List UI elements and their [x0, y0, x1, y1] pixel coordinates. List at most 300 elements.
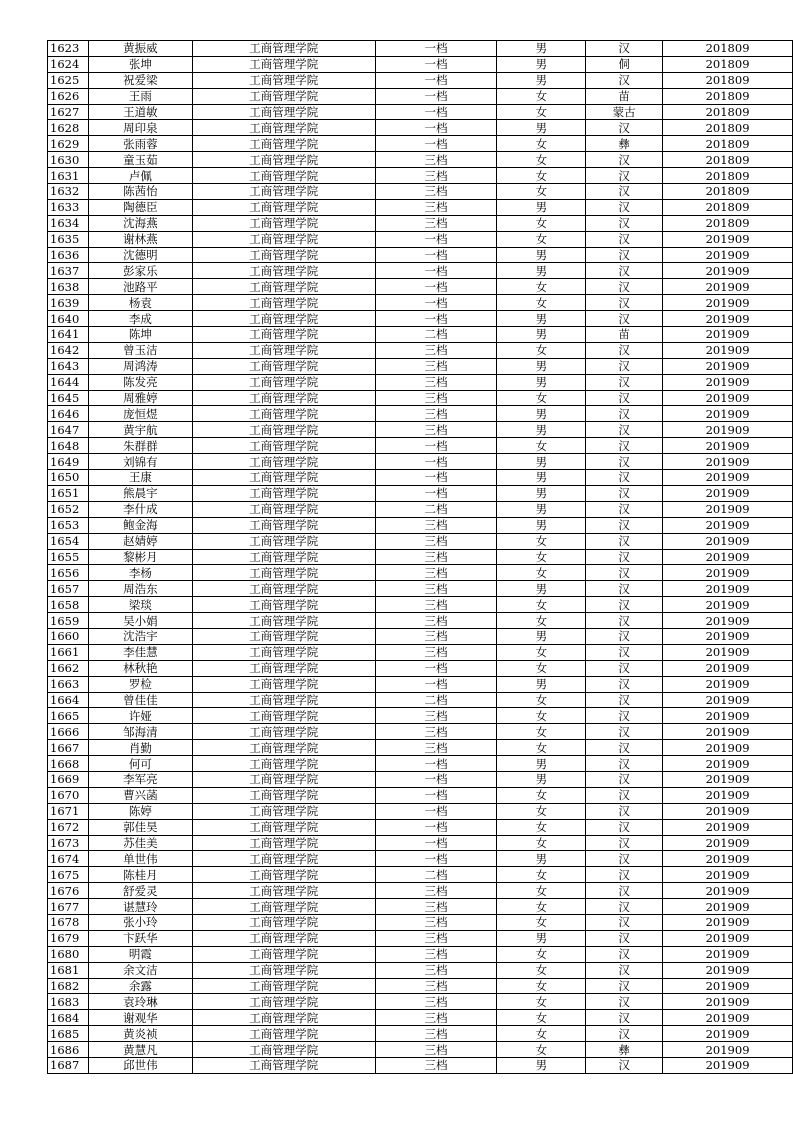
enrollment-cell: 201809: [663, 104, 793, 120]
ethnicity-cell: 汉: [586, 358, 663, 374]
enrollment-cell: 201909: [663, 708, 793, 724]
row-number-cell: 1638: [48, 279, 89, 295]
table-row: [48, 72, 793, 88]
college-cell: 工商管理学院: [192, 930, 375, 946]
grade-level-cell: 二档: [375, 327, 497, 343]
student-name-cell: 谌慧玲: [88, 899, 192, 915]
college-cell: 工商管理学院: [192, 819, 375, 835]
student-name-cell: 许娅: [88, 708, 192, 724]
student-name-cell: 张坤: [88, 56, 192, 72]
college-cell: 工商管理学院: [192, 533, 375, 549]
row-number-cell: 1666: [48, 724, 89, 740]
grade-level-cell: 三档: [375, 914, 497, 930]
college-cell: 工商管理学院: [192, 358, 375, 374]
gender-cell: 女: [497, 946, 586, 962]
grade-level-cell: 三档: [375, 613, 497, 629]
grade-level-cell: 三档: [375, 899, 497, 915]
row-number-cell: 1640: [48, 311, 89, 327]
gender-cell: 男: [497, 311, 586, 327]
college-cell: 工商管理学院: [192, 644, 375, 660]
table-row: [48, 438, 793, 454]
college-cell: 工商管理学院: [192, 708, 375, 724]
college-cell: 工商管理学院: [192, 962, 375, 978]
college-cell: 工商管理学院: [192, 899, 375, 915]
college-cell: 工商管理学院: [192, 851, 375, 867]
grade-level-cell: 一档: [375, 835, 497, 851]
enrollment-cell: 201809: [663, 88, 793, 104]
table-row: [48, 724, 793, 740]
college-cell: 工商管理学院: [192, 72, 375, 88]
enrollment-cell: 201909: [663, 771, 793, 787]
enrollment-cell: 201909: [663, 676, 793, 692]
college-cell: 工商管理学院: [192, 454, 375, 470]
student-name-cell: 陈发亮: [88, 374, 192, 390]
student-name-cell: 卢佩: [88, 168, 192, 184]
grade-level-cell: 一档: [375, 756, 497, 772]
gender-cell: 男: [497, 1058, 586, 1074]
ethnicity-cell: 汉: [586, 565, 663, 581]
row-number-cell: 1631: [48, 168, 89, 184]
enrollment-cell: 201909: [663, 374, 793, 390]
grade-level-cell: 一档: [375, 454, 497, 470]
ethnicity-cell: 汉: [586, 994, 663, 1010]
grade-level-cell: 一档: [375, 660, 497, 676]
enrollment-cell: 201909: [663, 390, 793, 406]
gender-cell: 男: [497, 41, 586, 57]
gender-cell: 男: [497, 676, 586, 692]
college-cell: 工商管理学院: [192, 136, 375, 152]
gender-cell: 女: [497, 724, 586, 740]
ethnicity-cell: 汉: [586, 152, 663, 168]
ethnicity-cell: 汉: [586, 930, 663, 946]
table-row: [48, 597, 793, 613]
ethnicity-cell: 汉: [586, 406, 663, 422]
college-cell: 工商管理学院: [192, 978, 375, 994]
ethnicity-cell: 汉: [586, 295, 663, 311]
row-number-cell: 1647: [48, 422, 89, 438]
student-name-cell: 邹海清: [88, 724, 192, 740]
college-cell: 工商管理学院: [192, 1010, 375, 1026]
enrollment-cell: 201909: [663, 485, 793, 501]
grade-level-cell: 一档: [375, 247, 497, 263]
ethnicity-cell: 苗: [586, 88, 663, 104]
college-cell: 工商管理学院: [192, 1042, 375, 1058]
grade-level-cell: 一档: [375, 104, 497, 120]
gender-cell: 女: [497, 867, 586, 883]
row-number-cell: 1670: [48, 787, 89, 803]
row-number-cell: 1626: [48, 88, 89, 104]
table-row: [48, 549, 793, 565]
enrollment-cell: 201809: [663, 152, 793, 168]
table-row: [48, 136, 793, 152]
college-cell: 工商管理学院: [192, 406, 375, 422]
enrollment-cell: 201909: [663, 899, 793, 915]
college-cell: 工商管理学院: [192, 327, 375, 343]
college-cell: 工商管理学院: [192, 231, 375, 247]
row-number-cell: 1678: [48, 914, 89, 930]
row-number-cell: 1657: [48, 581, 89, 597]
college-cell: 工商管理学院: [192, 1058, 375, 1074]
college-cell: 工商管理学院: [192, 438, 375, 454]
enrollment-cell: 201909: [663, 660, 793, 676]
table-row: [48, 660, 793, 676]
row-number-cell: 1634: [48, 215, 89, 231]
college-cell: 工商管理学院: [192, 628, 375, 644]
table-row: [48, 56, 793, 72]
college-cell: 工商管理学院: [192, 120, 375, 136]
grade-level-cell: 三档: [375, 930, 497, 946]
ethnicity-cell: 汉: [586, 41, 663, 57]
row-number-cell: 1623: [48, 41, 89, 57]
college-cell: 工商管理学院: [192, 374, 375, 390]
grade-level-cell: 一档: [375, 819, 497, 835]
gender-cell: 女: [497, 184, 586, 200]
ethnicity-cell: 汉: [586, 517, 663, 533]
grade-level-cell: 三档: [375, 374, 497, 390]
grade-level-cell: 一档: [375, 231, 497, 247]
gender-cell: 女: [497, 152, 586, 168]
ethnicity-cell: 汉: [586, 692, 663, 708]
student-name-cell: 王雨: [88, 88, 192, 104]
ethnicity-cell: 汉: [586, 1058, 663, 1074]
row-number-cell: 1664: [48, 692, 89, 708]
table-row: [48, 978, 793, 994]
enrollment-cell: 201809: [663, 184, 793, 200]
enrollment-cell: 201909: [663, 533, 793, 549]
gender-cell: 男: [497, 771, 586, 787]
enrollment-cell: 201909: [663, 279, 793, 295]
student-name-cell: 余露: [88, 978, 192, 994]
row-number-cell: 1625: [48, 72, 89, 88]
grade-level-cell: 三档: [375, 358, 497, 374]
ethnicity-cell: 汉: [586, 184, 663, 200]
student-name-cell: 祝爱梁: [88, 72, 192, 88]
student-name-cell: 曾玉洁: [88, 342, 192, 358]
college-cell: 工商管理学院: [192, 295, 375, 311]
gender-cell: 女: [497, 962, 586, 978]
gender-cell: 女: [497, 295, 586, 311]
college-cell: 工商管理学院: [192, 168, 375, 184]
gender-cell: 女: [497, 565, 586, 581]
enrollment-cell: 201909: [663, 994, 793, 1010]
grade-level-cell: 一档: [375, 41, 497, 57]
ethnicity-cell: 汉: [586, 485, 663, 501]
row-number-cell: 1658: [48, 597, 89, 613]
enrollment-cell: 201909: [663, 231, 793, 247]
gender-cell: 女: [497, 819, 586, 835]
student-name-cell: 周浩东: [88, 581, 192, 597]
college-cell: 工商管理学院: [192, 311, 375, 327]
row-number-cell: 1673: [48, 835, 89, 851]
college-cell: 工商管理学院: [192, 390, 375, 406]
college-cell: 工商管理学院: [192, 104, 375, 120]
enrollment-cell: 201909: [663, 438, 793, 454]
gender-cell: 男: [497, 756, 586, 772]
row-number-cell: 1669: [48, 771, 89, 787]
gender-cell: 男: [497, 56, 586, 72]
enrollment-cell: 201909: [663, 517, 793, 533]
student-name-cell: 陈婷: [88, 803, 192, 819]
grade-level-cell: 一档: [375, 88, 497, 104]
row-number-cell: 1637: [48, 263, 89, 279]
student-name-cell: 周雅婷: [88, 390, 192, 406]
student-name-cell: 张雨蓉: [88, 136, 192, 152]
grade-level-cell: 一档: [375, 787, 497, 803]
table-row: [48, 184, 793, 200]
row-number-cell: 1674: [48, 851, 89, 867]
gender-cell: 女: [497, 978, 586, 994]
table-row: [48, 771, 793, 787]
enrollment-cell: 201909: [663, 613, 793, 629]
table-row: [48, 390, 793, 406]
college-cell: 工商管理学院: [192, 676, 375, 692]
row-number-cell: 1662: [48, 660, 89, 676]
table-row: [48, 485, 793, 501]
student-name-cell: 李佳慧: [88, 644, 192, 660]
row-number-cell: 1635: [48, 231, 89, 247]
row-number-cell: 1651: [48, 485, 89, 501]
row-number-cell: 1686: [48, 1042, 89, 1058]
table-row: [48, 295, 793, 311]
student-name-cell: 沈德明: [88, 247, 192, 263]
college-cell: 工商管理学院: [192, 914, 375, 930]
ethnicity-cell: 汉: [586, 501, 663, 517]
table-row: [48, 819, 793, 835]
table-row: [48, 247, 793, 263]
gender-cell: 男: [497, 581, 586, 597]
row-number-cell: 1667: [48, 740, 89, 756]
student-name-cell: 沈海燕: [88, 215, 192, 231]
grade-level-cell: 三档: [375, 978, 497, 994]
ethnicity-cell: 汉: [586, 835, 663, 851]
student-name-cell: 鲍金海: [88, 517, 192, 533]
grade-level-cell: 一档: [375, 120, 497, 136]
grade-level-cell: 三档: [375, 883, 497, 899]
table-row: [48, 517, 793, 533]
grade-level-cell: 三档: [375, 962, 497, 978]
grade-level-cell: 三档: [375, 517, 497, 533]
grade-level-cell: 一档: [375, 485, 497, 501]
gender-cell: 女: [497, 692, 586, 708]
gender-cell: 女: [497, 104, 586, 120]
college-cell: 工商管理学院: [192, 565, 375, 581]
grade-level-cell: 三档: [375, 1058, 497, 1074]
ethnicity-cell: 汉: [586, 676, 663, 692]
ethnicity-cell: 汉: [586, 978, 663, 994]
table-row: [48, 279, 793, 295]
row-number-cell: 1641: [48, 327, 89, 343]
grade-level-cell: 一档: [375, 470, 497, 486]
college-cell: 工商管理学院: [192, 470, 375, 486]
table-row: [48, 501, 793, 517]
ethnicity-cell: 汉: [586, 279, 663, 295]
student-name-cell: 林秋艳: [88, 660, 192, 676]
college-cell: 工商管理学院: [192, 660, 375, 676]
enrollment-cell: 201909: [663, 867, 793, 883]
ethnicity-cell: 侗: [586, 56, 663, 72]
gender-cell: 女: [497, 644, 586, 660]
gender-cell: 女: [497, 613, 586, 629]
student-name-cell: 单世伟: [88, 851, 192, 867]
gender-cell: 女: [497, 994, 586, 1010]
student-name-cell: 熊晨宇: [88, 485, 192, 501]
enrollment-cell: 201809: [663, 41, 793, 57]
row-number-cell: 1650: [48, 470, 89, 486]
student-name-cell: 曹兴菡: [88, 787, 192, 803]
row-number-cell: 1636: [48, 247, 89, 263]
student-name-cell: 杨袁: [88, 295, 192, 311]
enrollment-cell: 201909: [663, 819, 793, 835]
row-number-cell: 1680: [48, 946, 89, 962]
enrollment-cell: 201909: [663, 295, 793, 311]
grade-level-cell: 三档: [375, 581, 497, 597]
student-name-cell: 吴小娟: [88, 613, 192, 629]
row-number-cell: 1655: [48, 549, 89, 565]
table-row: [48, 946, 793, 962]
ethnicity-cell: 汉: [586, 962, 663, 978]
student-name-cell: 袁玲琳: [88, 994, 192, 1010]
row-number-cell: 1687: [48, 1058, 89, 1074]
ethnicity-cell: 汉: [586, 454, 663, 470]
college-cell: 工商管理学院: [192, 787, 375, 803]
enrollment-cell: 201909: [663, 883, 793, 899]
student-name-cell: 李杨: [88, 565, 192, 581]
enrollment-cell: 201909: [663, 581, 793, 597]
ethnicity-cell: 汉: [586, 120, 663, 136]
grade-level-cell: 三档: [375, 946, 497, 962]
student-table: [47, 40, 793, 1074]
ethnicity-cell: 汉: [586, 231, 663, 247]
student-name-cell: 罗检: [88, 676, 192, 692]
row-number-cell: 1656: [48, 565, 89, 581]
student-name-cell: 黄炎祯: [88, 1026, 192, 1042]
gender-cell: 男: [497, 930, 586, 946]
ethnicity-cell: 汉: [586, 803, 663, 819]
college-cell: 工商管理学院: [192, 422, 375, 438]
student-name-cell: 李军亮: [88, 771, 192, 787]
row-number-cell: 1668: [48, 756, 89, 772]
college-cell: 工商管理学院: [192, 485, 375, 501]
grade-level-cell: 二档: [375, 692, 497, 708]
ethnicity-cell: 汉: [586, 787, 663, 803]
table-row: [48, 740, 793, 756]
row-number-cell: 1649: [48, 454, 89, 470]
table-row: [48, 803, 793, 819]
enrollment-cell: 201809: [663, 120, 793, 136]
gender-cell: 男: [497, 501, 586, 517]
student-name-cell: 李成: [88, 311, 192, 327]
ethnicity-cell: 汉: [586, 771, 663, 787]
row-number-cell: 1682: [48, 978, 89, 994]
grade-level-cell: 三档: [375, 1026, 497, 1042]
student-name-cell: 黄振威: [88, 41, 192, 57]
student-name-cell: 肖勤: [88, 740, 192, 756]
student-name-cell: 明霞: [88, 946, 192, 962]
gender-cell: 女: [497, 342, 586, 358]
student-name-cell: 王康: [88, 470, 192, 486]
enrollment-cell: 201909: [663, 628, 793, 644]
student-name-cell: 周印泉: [88, 120, 192, 136]
enrollment-cell: 201909: [663, 724, 793, 740]
row-number-cell: 1660: [48, 628, 89, 644]
enrollment-cell: 201909: [663, 1042, 793, 1058]
college-cell: 工商管理学院: [192, 215, 375, 231]
row-number-cell: 1683: [48, 994, 89, 1010]
grade-level-cell: 三档: [375, 184, 497, 200]
gender-cell: 女: [497, 597, 586, 613]
row-number-cell: 1646: [48, 406, 89, 422]
table-row: [48, 168, 793, 184]
grade-level-cell: 一档: [375, 56, 497, 72]
enrollment-cell: 201909: [663, 454, 793, 470]
ethnicity-cell: 汉: [586, 597, 663, 613]
ethnicity-cell: 汉: [586, 263, 663, 279]
college-cell: 工商管理学院: [192, 279, 375, 295]
college-cell: 工商管理学院: [192, 883, 375, 899]
grade-level-cell: 一档: [375, 803, 497, 819]
grade-level-cell: 三档: [375, 199, 497, 215]
gender-cell: 男: [497, 406, 586, 422]
table-row: [48, 883, 793, 899]
row-number-cell: 1675: [48, 867, 89, 883]
grade-level-cell: 三档: [375, 168, 497, 184]
student-table-body: [48, 41, 793, 1074]
college-cell: 工商管理学院: [192, 597, 375, 613]
ethnicity-cell: 汉: [586, 199, 663, 215]
ethnicity-cell: 汉: [586, 724, 663, 740]
table-row: [48, 263, 793, 279]
student-name-cell: 曾佳佳: [88, 692, 192, 708]
student-name-cell: 黎彬月: [88, 549, 192, 565]
gender-cell: 女: [497, 215, 586, 231]
row-number-cell: 1654: [48, 533, 89, 549]
ethnicity-cell: 汉: [586, 342, 663, 358]
gender-cell: 男: [497, 454, 586, 470]
ethnicity-cell: 汉: [586, 549, 663, 565]
gender-cell: 男: [497, 263, 586, 279]
row-number-cell: 1652: [48, 501, 89, 517]
enrollment-cell: 201809: [663, 136, 793, 152]
table-row: [48, 374, 793, 390]
grade-level-cell: 三档: [375, 342, 497, 358]
ethnicity-cell: 汉: [586, 644, 663, 660]
grade-level-cell: 三档: [375, 628, 497, 644]
grade-level-cell: 二档: [375, 867, 497, 883]
table-row: [48, 899, 793, 915]
row-number-cell: 1681: [48, 962, 89, 978]
row-number-cell: 1679: [48, 930, 89, 946]
gender-cell: 男: [497, 72, 586, 88]
grade-level-cell: 三档: [375, 708, 497, 724]
student-name-cell: 黄宇航: [88, 422, 192, 438]
student-name-cell: 童玉茹: [88, 152, 192, 168]
ethnicity-cell: 汉: [586, 851, 663, 867]
table-row: [48, 1026, 793, 1042]
ethnicity-cell: 苗: [586, 327, 663, 343]
gender-cell: 男: [497, 120, 586, 136]
gender-cell: 男: [497, 247, 586, 263]
ethnicity-cell: 汉: [586, 740, 663, 756]
enrollment-cell: 201909: [663, 311, 793, 327]
enrollment-cell: 201909: [663, 501, 793, 517]
student-name-cell: 陶德臣: [88, 199, 192, 215]
student-name-cell: 周鸿涛: [88, 358, 192, 374]
enrollment-cell: 201909: [663, 692, 793, 708]
ethnicity-cell: 汉: [586, 628, 663, 644]
enrollment-cell: 201809: [663, 215, 793, 231]
table-row: [48, 914, 793, 930]
grade-level-cell: 三档: [375, 152, 497, 168]
